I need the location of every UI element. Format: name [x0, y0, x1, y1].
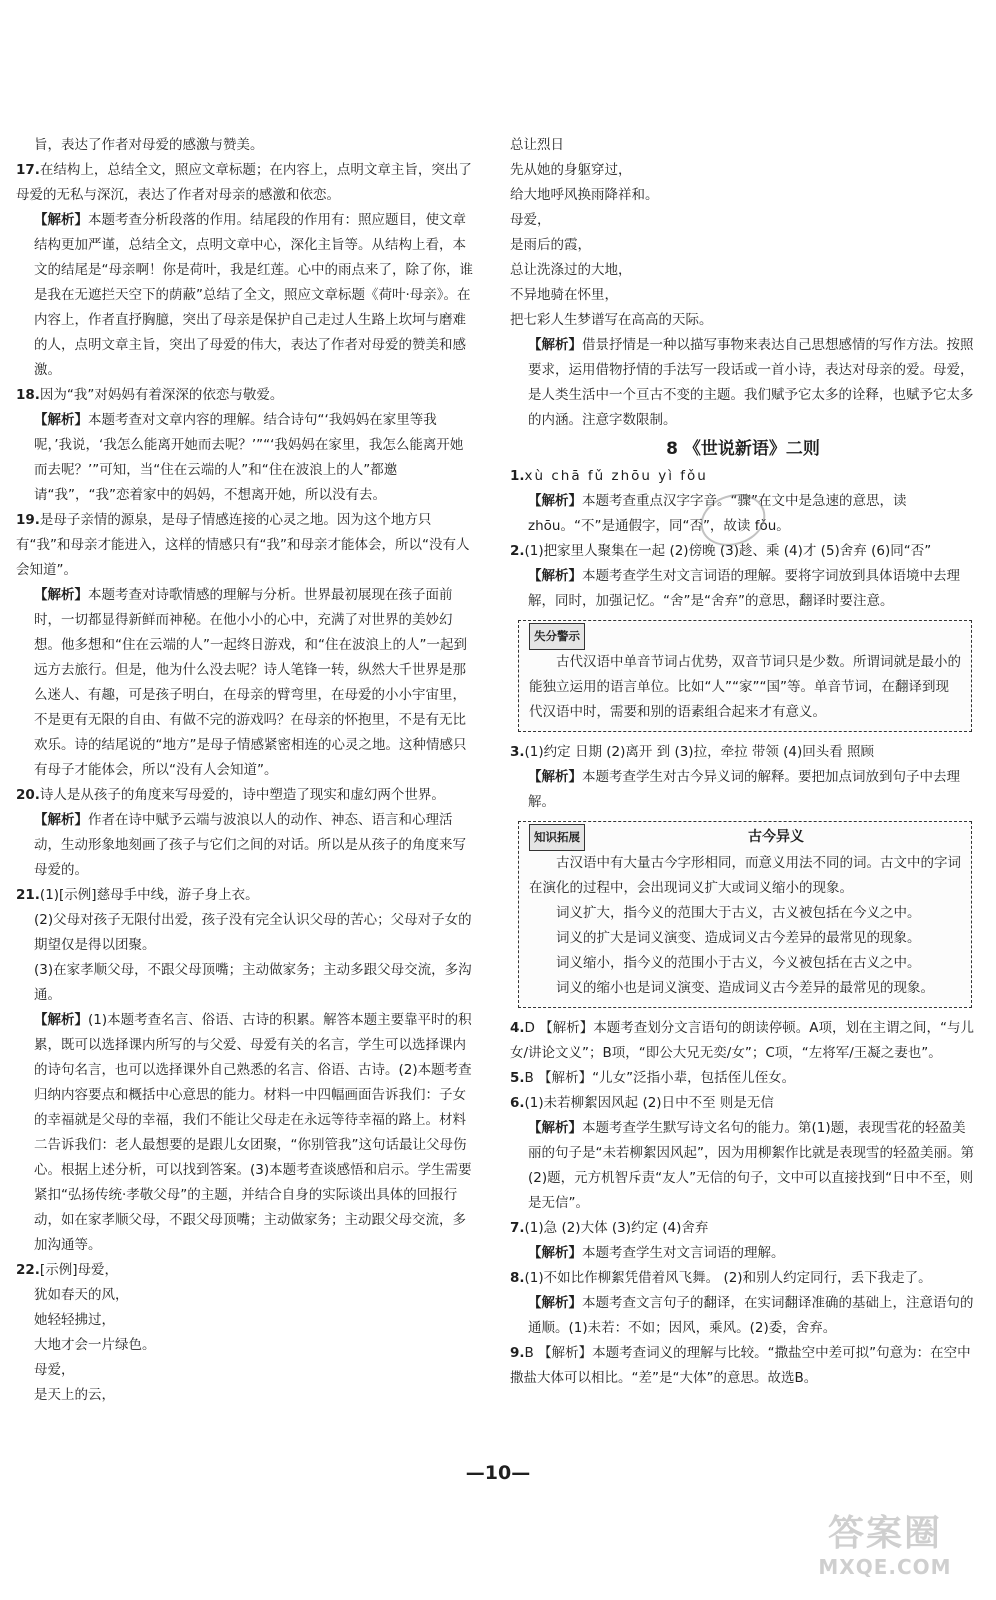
page-number: —10— — [465, 1462, 531, 1484]
analysis-tag: 【解析】 — [528, 1120, 582, 1136]
text-body: 是天上的云， — [34, 1387, 115, 1403]
text-item — [510, 564, 976, 614]
watermark-logo — [790, 1505, 980, 1585]
question-number: 19. — [16, 512, 40, 528]
analysis-tag: 【解析】 — [34, 212, 88, 228]
text-item — [510, 740, 976, 765]
text-item — [510, 1066, 976, 1091]
text-body: (1)[示例]慈母手中线，游子身上衣。 — [39, 887, 259, 903]
text-item — [510, 464, 976, 489]
text-item — [16, 583, 474, 783]
tip-box-body: 古代汉语中单音节词占优势，双音节词只是少数。所谓词就是最小的能独立运用的语言单位。比如“人”“家”“国”等。单音节词，在翻译到现代汉语中时，需要和别的语素组合起来才有意义。 — [529, 654, 961, 720]
text-body: (1)本题考查名言、俗语、古诗的积累。解答本题主要靠平时的积累，既可以选择课内所写的与父爱、母爱有关的名言，学生可以选择课内的诗句名言，也可以选择课外自己熟悉的名言、俗语、古诗。(2)本题考查归纳内容要点和概括中心意思的能力。材料一中四幅画面告诉我们：子女的幸福就是父母的幸福，我们不能让父母走在永远等待幸福的路上。材料二告诉我们：老人最想要的是跟儿女团聚，“你别管我”这句话最让父母伤心。根据上述分析，可以找到答案。(3)本题考查谈感悟和启示。学生需要紧扣“弘扬传统·孝敬父母”的主题，并结合自身的实际谈出具体的回报行动，如在家孝顺父母，不跟父母顶嘴；主动做家务；主动跟父母交流，多加沟通等。 — [34, 1012, 472, 1253]
text-body: 本题考查分析段落的作用。结尾段的作用有：照应题目，使文章结构更加严谨，总结全文，点明文章中心，深化主旨等。从结构上看，本文的结尾是“母亲啊！你是荷叶，我是红莲。心中的雨点来了，除了你，谁是我在无遮拦天空下的荫蔽”总结了全文，照应文章标题《荷叶·母亲》。在内容上，作者直抒胸臆，突出了母亲是保护自己走过人生路上坎坷与磨难的人，点明文章主旨，突出了母爱的伟大，表达了作者对母爱的赞美和感激。 — [34, 212, 473, 378]
text-item — [510, 1116, 976, 1216]
analysis-tag: 【解析】 — [34, 1012, 88, 1028]
question-number: 22. — [16, 1262, 40, 1278]
text-body: 旨，表达了作者对母爱的感激与赞美。 — [34, 137, 264, 153]
analysis-tag: 【解析】 — [528, 1295, 582, 1311]
text-body: 本题考查学生对古今异义词的解释。要把加点词放到句子中去理解。 — [528, 769, 960, 810]
question-number: 1. — [510, 468, 525, 484]
question-number: 4. — [510, 1020, 525, 1036]
text-item — [16, 1333, 474, 1358]
text-body: (1)把家里人聚集在一起 (2)傍晚 (3)趁、乘 (4)才 (5)舍弃 (6)同“否” — [524, 543, 932, 559]
text-item — [510, 1016, 976, 1066]
analysis-tag: 【解析】 — [34, 412, 88, 428]
knowledge-body: 古汉语中有大量古今字形相同，而意义用法不同的词。古文中的字词在演化的过程中，会出现词义扩大或词义缩小的现象。 — [529, 855, 961, 896]
text-item — [16, 783, 474, 808]
text-body: (2)父母对孩子无限付出爱，孩子没有完全认识父母的苦心；父母对子女的期望仅是得以团聚。 — [34, 912, 472, 953]
text-item — [16, 383, 474, 408]
question-number: 6. — [510, 1095, 525, 1111]
question-number: 20. — [16, 787, 40, 803]
analysis-tag: 【解析】 — [528, 769, 582, 785]
text-item — [16, 208, 474, 383]
text-item — [16, 408, 474, 508]
text-item — [16, 1358, 474, 1383]
text-body: 母爱， — [510, 212, 551, 228]
question-number: 21. — [16, 887, 40, 903]
text-body: 本题考查重点汉字字音。“骤”在文中是急速的意思，读 zhōu。“不”是通假字，同“否”，故读 fǒu。 — [528, 493, 907, 534]
text-item — [16, 808, 474, 883]
knowledge-box-head — [529, 824, 961, 851]
text-item — [16, 133, 474, 158]
text-item — [510, 1341, 976, 1391]
text-body: [示例]母爱， — [39, 1262, 118, 1278]
text-body: 本题考查学生对文言词语的理解。 — [582, 1245, 785, 1261]
text-item — [510, 1091, 976, 1116]
text-item — [510, 1216, 976, 1241]
question-number: 18. — [16, 387, 40, 403]
text-body: 诗人是从孩子的角度来写母爱的，诗中塑造了现实和虚幻两个世界。 — [39, 787, 445, 803]
text-body: 把七彩人生梦谱写在高高的天际。 — [510, 312, 713, 328]
text-body: 是母子亲情的源泉，是母子情感连接的心灵之地。因为这个地方只有“我”和母亲才能进入，这样的情感只有“我”和母亲才能体会，所以“没有人会知道”。 — [16, 512, 470, 578]
analysis-tag: 【解析】 — [528, 568, 582, 584]
text-item — [510, 1266, 976, 1291]
section-title: 8 《世说新语》二则 — [666, 439, 820, 459]
text-item — [510, 183, 976, 208]
text-body: xù chā fǔ zhōu yì fǒu — [524, 468, 708, 484]
text-body: (1)约定 日期 (2)离开 到 (3)拉，牵拉 带领 (4)回头看 照顾 — [524, 744, 875, 760]
text-body: 作者在诗中赋予云端与波浪以人的动作、神态、语言和心理活动，生动形象地刻画了孩子与它们之间的对话。所以是从孩子的角度来写母爱的。 — [34, 812, 466, 878]
text-item — [16, 1283, 474, 1308]
analysis-tag: 【解析】 — [528, 493, 582, 509]
text-body: 她轻轻拂过， — [34, 1312, 115, 1328]
watermark-top: 答案圈 — [827, 1513, 942, 1554]
text-body: 本题考查学生对文言词语的理解。要将字词放到具体语境中去理解，同时，加强记忆。“舍”是“舍弃”的意思，翻译时要注意。 — [528, 568, 960, 609]
knowledge-badge: 知识拓展 — [529, 824, 585, 851]
text-item — [510, 233, 976, 258]
text-item — [16, 1308, 474, 1333]
text-body: (1)急 (2)大体 (3)约定 (4)舍弃 — [524, 1220, 709, 1236]
text-body: B 【解析】本题考查词义的理解与比较。“撒盐空中差可拟”句意为：在空中撒盐大体可以相比。“差”是“大体”的意思。故选B。 — [510, 1345, 971, 1386]
knowledge-line: 词义扩大，指今义的范围大于古义，古义被包括在今义之中。 — [556, 905, 921, 921]
text-item — [16, 1383, 474, 1408]
text-body: 先从她的身躯穿过， — [510, 162, 632, 178]
text-item — [16, 908, 474, 958]
tip-box-head — [529, 623, 961, 650]
section-answers-b — [510, 740, 976, 815]
text-item — [510, 158, 976, 183]
text-item — [510, 1291, 976, 1341]
analysis-tag: 【解析】 — [34, 812, 88, 828]
question-number: 8. — [510, 1270, 525, 1286]
text-item — [510, 283, 976, 308]
question-number: 7. — [510, 1220, 525, 1236]
text-body: 大地才会一片绿色。 — [34, 1337, 156, 1353]
question-number: 3. — [510, 744, 525, 760]
text-body: 在结构上，总结全文，照应文章标题；在内容上，点明文章主旨，突出了母爱的无私与深沉，表达了作者对母亲的感激和依恋。 — [16, 162, 472, 203]
text-item — [16, 1008, 474, 1258]
text-item — [16, 958, 474, 1008]
text-item — [510, 333, 976, 433]
left-column — [16, 133, 474, 1408]
text-body: 本题考查学生默写诗文名句的能力。第(1)题，表现雪花的轻盈美丽的句子是“未若柳絮因风起”，因为用柳絮作比就是表现雪的轻盈美丽。第(2)题，元方机智斥责“友人”无信的句子，文中可以直接找到“日中不至，则是无信”。 — [528, 1120, 974, 1211]
text-body: 总让洗涤过的大地， — [510, 262, 632, 278]
text-body: 是雨后的霞， — [510, 237, 591, 253]
text-body: 不异地骑在怀里， — [510, 287, 618, 303]
text-body: 总让烈日 — [510, 137, 564, 153]
text-body: 借景抒情是一种以描写事物来表达自己思想感情的写作方法。按照要求，运用借物抒情的手法写一段话或一首小诗，表达对母亲的爱。母爱，是人类生活中一个亘古不变的主题。我们赋予它太多的诠释，也赋予它太多的内涵。注意字数限制。 — [528, 337, 974, 428]
text-item — [510, 208, 976, 233]
text-body: 给大地呼风换雨降祥和。 — [510, 187, 659, 203]
text-item — [16, 508, 474, 583]
knowledge-line: 词义缩小，指今义的范围小于古义，今义被包括在古义之中。 — [556, 955, 921, 971]
text-body: (3)在家孝顺父母，不跟父母顶嘴；主动做家务；主动多跟父母交流，多沟通。 — [34, 962, 472, 1003]
text-body: 本题考查对诗歌情感的理解与分析。世界最初展现在孩子面前时，一切都显得新鲜而神秘。在他小小的心中，充满了对世界的美妙幻想。他多想和“住在云端的人”一起终日游戏，和“住在波浪上的人”一起到远方去旅行。但是，他为什么没去呢？诗人笔锋一转，纵然大千世界是那么迷人、有趣，可是孩子明白，在母亲的臂弯里，在母爱的小小宇宙里，不是更有无限的自由、有做不完的游戏吗？在母亲的怀抱里，不是有无比欢乐。诗的结尾说的“地方”是母子情感紧密相连的心灵之地。这种情感只有母子才能体会，所以“没有人会知道”。 — [34, 587, 467, 778]
text-body: 本题考查文言句子的翻译，在实词翻译准确的基础上，注意语句的通顺。(1)未若：不如；因风，乘风。(2)委，舍弃。 — [528, 1295, 974, 1336]
analysis-tag: 【解析】 — [528, 1245, 582, 1261]
text-item — [510, 258, 976, 283]
question-number: 2. — [510, 543, 525, 559]
text-body: 犹如春天的风， — [34, 1287, 129, 1303]
knowledge-title: 古今异义 — [748, 829, 804, 845]
right-column — [510, 133, 976, 1391]
knowledge-line: 词义的缩小也是词义演变、造成词义古今差异的最常见的现象。 — [556, 980, 934, 996]
text-item — [510, 1241, 976, 1266]
knowledge-line: 词义的扩大是词义演变、造成词义古今差异的最常见的现象。 — [556, 930, 921, 946]
text-item — [16, 158, 474, 208]
knowledge-lines — [529, 901, 961, 1001]
text-item — [510, 765, 976, 815]
analysis-tag: 【解析】 — [528, 337, 582, 353]
text-body: (1)不如比作柳絮凭借着风飞舞。 (2)和别人约定同行，丢下我走了。 — [524, 1270, 932, 1286]
section-answers-c — [510, 1016, 976, 1391]
text-item — [510, 133, 976, 158]
text-body: 因为“我”对妈妈有着深深的依恋与敬爱。 — [39, 387, 284, 403]
tip-box-knowledge — [518, 821, 972, 1008]
text-body: D 【解析】本题考查划分文言语句的朗读停顿。A项，划在主谓之间，“与儿女/讲论文义”；B项，“即公大兄无奕/女”；C项，“左将军/王凝之妻也”。 — [510, 1020, 974, 1061]
text-body: 母爱， — [34, 1362, 75, 1378]
text-item — [16, 883, 474, 908]
text-item — [510, 308, 976, 333]
text-item — [16, 1258, 474, 1283]
tip-box-warning — [518, 620, 972, 732]
text-body: 本题考查对文章内容的理解。结合诗句“‘我妈妈在家里等我呢，’我说，‘我怎么能离开她而去呢？’”“‘我妈妈在家里，我怎么能离开她而去呢？’”可知，当“住在云端的人”和“住在波浪上的人”都邀请“我”，“我”恋着家中的妈妈，不想离开她，所以没有去。 — [34, 412, 464, 503]
question-number: 9. — [510, 1345, 525, 1361]
analysis-tag: 【解析】 — [34, 587, 88, 603]
text-body: (1)未若柳絮因风起 (2)日中不至 则是无信 — [524, 1095, 774, 1111]
text-body: B 【解析】“儿女”泛指小辈，包括侄儿侄女。 — [524, 1070, 796, 1086]
poem-continuation — [510, 133, 976, 433]
question-number: 5. — [510, 1070, 525, 1086]
question-number: 17. — [16, 162, 40, 178]
watermark-bottom: MXQE.COM — [818, 1555, 952, 1579]
tip-badge: 失分警示 — [529, 623, 585, 650]
